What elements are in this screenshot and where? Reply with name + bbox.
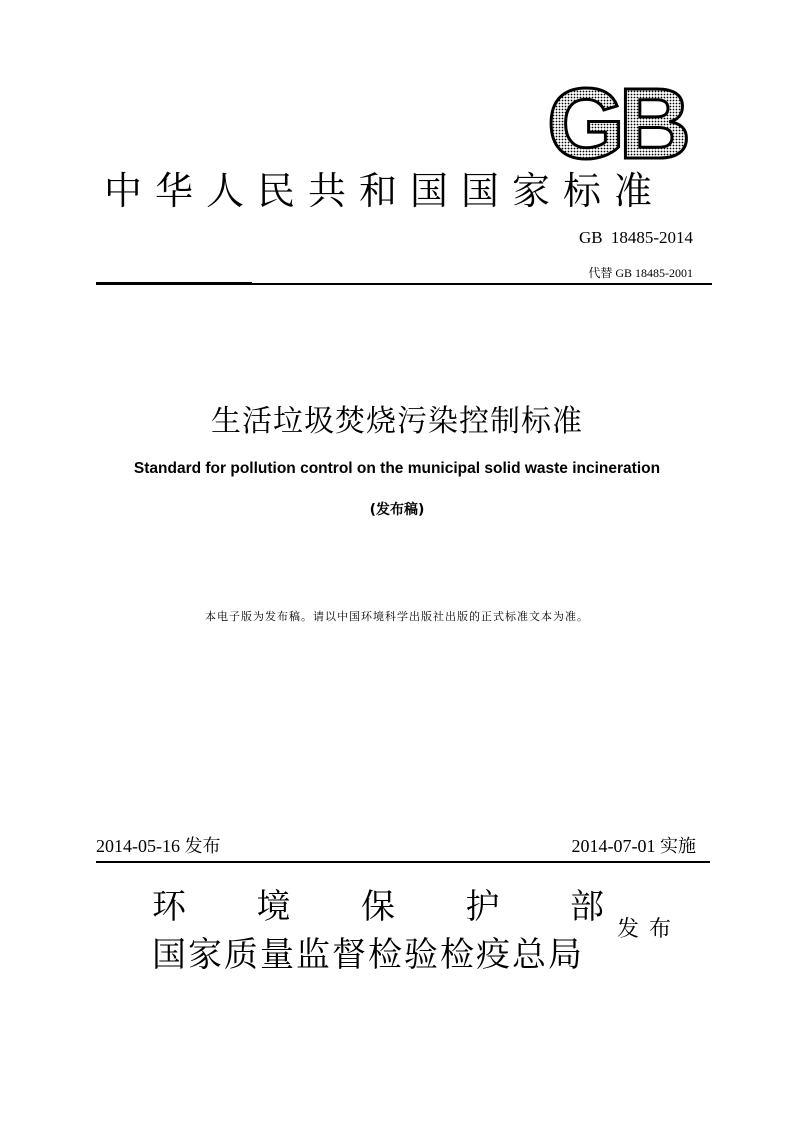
implementation-date: 2014-07-01 实施 <box>571 836 696 856</box>
document-title-cn: 生活垃圾焚烧污染控制标准 <box>211 404 583 439</box>
gb-logo-graphic <box>540 78 692 164</box>
issuer-ministry-char: 境 <box>256 887 291 927</box>
standard-number: GB 18485-2014 <box>578 228 693 247</box>
bottom-divider <box>96 861 710 863</box>
replaces-standard: 代替 GB 18485-2001 <box>588 266 693 280</box>
publish-label: 发布 <box>617 917 682 942</box>
edition-notice: 本电子版为发布稿。请以中国环境科学出版社出版的正式标准文本为准。 <box>205 610 589 623</box>
issuer-ministry <box>152 884 604 930</box>
issuer-ministry-char: 保 <box>361 887 395 927</box>
issue-date: 2014-05-16 发布 <box>96 836 221 856</box>
national-standard-title: 中华人民共和国国家标准 <box>104 169 666 213</box>
issuer-ministry-char: 护 <box>465 887 500 927</box>
issuer-aqsiq: 国家质量监督检验检疫总局 <box>152 935 584 975</box>
gb-logo-text: GB <box>547 78 685 164</box>
top-divider-accent <box>96 282 252 284</box>
gb-logo <box>540 78 692 164</box>
issuer-ministry-char: 部 <box>570 887 604 927</box>
issuer-ministry-char: 环 <box>152 887 186 927</box>
document-status: (发布稿) <box>369 502 425 518</box>
document-title-en: Standard for pollution control on the municipal solid waste incineration <box>133 460 661 477</box>
